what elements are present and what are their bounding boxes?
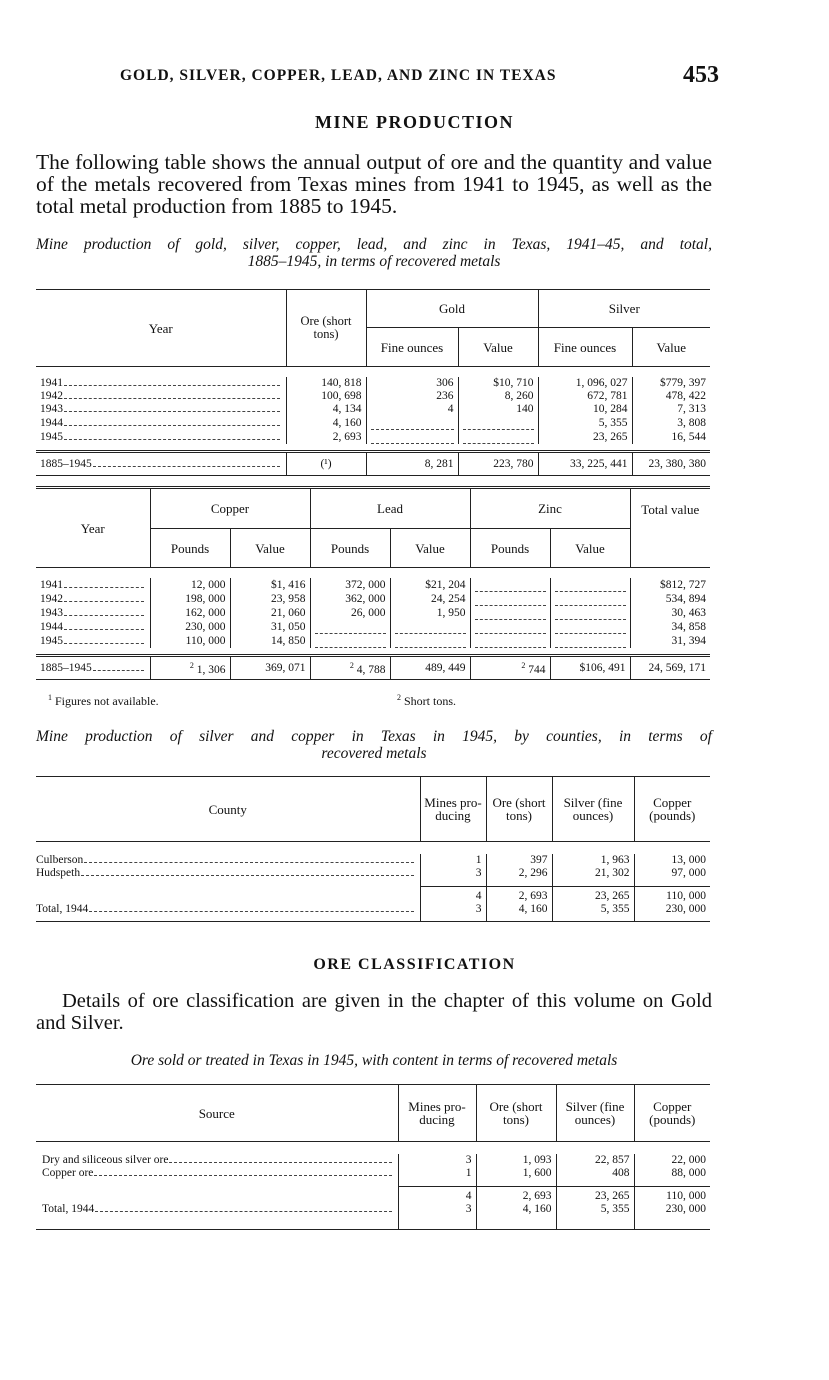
t2-pb-lb: 362, 000 [310, 592, 390, 606]
t3-header-copper: Copper (pounds) [634, 777, 710, 842]
t1-silver-val: 3, 808 [632, 416, 710, 430]
t2-year: 1945 [40, 634, 63, 647]
t1-ore: 100, 698 [286, 390, 366, 403]
table1-caption [36, 236, 712, 270]
t3-copper: 13, 000 [634, 854, 710, 867]
t2-pb-val-empty [390, 634, 470, 648]
t2-total-pb-val: 489, 449 [390, 656, 470, 680]
t1-silver-oz: 5, 355 [538, 416, 632, 430]
table-total-row [36, 886, 710, 903]
t1-header-year: Year [36, 290, 286, 367]
t2-pb-val-empty [390, 620, 470, 634]
t2-cu-val: $1, 416 [230, 578, 310, 592]
t1-ore: 140, 818 [286, 377, 366, 390]
table-row [36, 377, 710, 390]
t2-header-cu-lb: Pounds [150, 529, 230, 568]
t1-total-year: 1885–1945 [40, 457, 92, 470]
t2-zn-lb-empty [470, 634, 550, 648]
t1-ore: 2, 693 [286, 430, 366, 444]
t1-total-silver-oz: 33, 225, 441 [538, 452, 632, 476]
t1-silver-val: 7, 313 [632, 403, 710, 416]
t2-cu-lb: 230, 000 [150, 620, 230, 634]
table-row [36, 854, 710, 867]
t1-gold-val: 140 [458, 403, 538, 416]
t3-ore: 2, 296 [486, 867, 552, 880]
t2-header-total-value: Total value [630, 488, 710, 568]
t2-pb-val: $21, 204 [390, 578, 470, 592]
t1-ore: 4, 160 [286, 416, 366, 430]
t1-total-silver-val: 23, 380, 380 [632, 452, 710, 476]
t3-county: Hudspeth [36, 867, 81, 879]
t2-zn-val-empty [550, 578, 630, 592]
t1-silver-oz: 1, 096, 027 [538, 377, 632, 390]
table-counties [36, 776, 710, 922]
t1-header-gold: Gold [366, 290, 538, 328]
t2-cu-val: 31, 050 [230, 620, 310, 634]
t2-cu-lb: 162, 000 [150, 606, 230, 620]
table-total-row [36, 656, 710, 680]
t1-spacer [36, 367, 710, 378]
t3-1944-copper: 230, 000 [634, 903, 710, 922]
t1-total-ore: (¹) [286, 452, 366, 476]
t4-1944-silver: 5, 355 [556, 1203, 634, 1230]
table-row [36, 1167, 710, 1180]
t2-zn-lb-empty [470, 592, 550, 606]
t4-total-ore: 2, 693 [476, 1186, 556, 1203]
t3-header-mines: Mines pro- ducing [420, 777, 486, 842]
t4-source: Dry and siliceous silver ore [42, 1154, 169, 1166]
t2-header-lead: Lead [310, 488, 470, 529]
t4-ore: 1, 093 [476, 1154, 556, 1167]
t4-total-mines: 4 [398, 1186, 476, 1203]
t1-year: 1941 [40, 377, 63, 389]
t3-1944-ore: 4, 160 [486, 903, 552, 922]
t4-1944-ore: 4, 160 [476, 1203, 556, 1230]
t2-total-zn-val: $106, 491 [550, 656, 630, 680]
t1-header-silver-value: Value [632, 328, 710, 367]
footnote-1-text: Figures not available. [55, 694, 159, 708]
t3-mines: 1 [420, 854, 486, 867]
t2-header-pb-val: Value [390, 529, 470, 568]
t4-silver: 408 [556, 1167, 634, 1180]
table-row [36, 430, 710, 444]
t1-header-silver: Silver [538, 290, 710, 328]
t2-total-year: 1885–1945 [40, 661, 92, 674]
t2-header-zn-lb: Pounds [470, 529, 550, 568]
t1-gold-oz: 236 [366, 390, 458, 403]
t2-total: 30, 463 [630, 606, 710, 620]
table-row [36, 634, 710, 648]
t1-gold-val: $10, 710 [458, 377, 538, 390]
t3-county: Culberson [36, 854, 84, 866]
t2-footnote-mark: 2 [521, 661, 526, 671]
t1-year: 1943 [40, 403, 63, 415]
t1-ore: 4, 134 [286, 403, 366, 416]
table-row-total-1944 [36, 1203, 710, 1230]
t4-silver: 22, 857 [556, 1154, 634, 1167]
t2-header-zinc: Zinc [470, 488, 630, 529]
t2-cu-val: 21, 060 [230, 606, 310, 620]
table3-caption-line2: recovered metals [321, 745, 427, 762]
t2-zn-val-empty [550, 606, 630, 620]
running-title: GOLD, SILVER, COPPER, LEAD, AND ZINC IN TEXAS [120, 67, 557, 84]
table3-caption-line1: Mine production of silver and copper in Texas in 1945, by counties, in terms of [36, 728, 712, 745]
page-number: 453 [683, 62, 719, 88]
t2-cu-lb: 12, 000 [150, 578, 230, 592]
t3-1944-mines: 3 [420, 903, 486, 922]
section-title-mine-production: MINE PRODUCTION [314, 112, 514, 132]
table-row [36, 592, 710, 606]
t1-silver-oz: 10, 284 [538, 403, 632, 416]
t2-total-zn-lb: 744 [528, 663, 546, 676]
t1-gold-oz-empty [366, 430, 458, 444]
t3-header-ore: Ore (short tons) [486, 777, 552, 842]
t4-source: Copper ore [42, 1167, 94, 1179]
table-row [36, 606, 710, 620]
table1-caption-line2: 1885–1945, in terms of recovered metals [247, 253, 501, 270]
t2-year: 1944 [40, 620, 63, 633]
t3-1944-silver: 5, 355 [552, 903, 634, 922]
footnote-1 [48, 693, 159, 709]
table-total-row [36, 452, 710, 476]
t3-total-silver: 23, 265 [552, 886, 634, 903]
t2-year: 1942 [40, 592, 63, 605]
t1-year: 1945 [40, 430, 63, 443]
t2-pb-lb-empty [310, 620, 390, 634]
t2-zn-lb-empty [470, 578, 550, 592]
t2-total: 34, 858 [630, 620, 710, 634]
t2-zn-val-empty [550, 592, 630, 606]
t4-copper: 22, 000 [634, 1154, 710, 1167]
t3-ore: 397 [486, 854, 552, 867]
t3-total-mines: 4 [420, 886, 486, 903]
t1-header-ore: Ore (short tons) [286, 290, 366, 367]
footnote-2-text: Short tons. [404, 694, 457, 708]
t1-gold-val-empty [458, 416, 538, 430]
table-row [36, 620, 710, 634]
footnote-1-mark: 1 [48, 693, 52, 702]
table-total-row [36, 1186, 710, 1203]
t2-zn-lb-empty [470, 606, 550, 620]
table-row [36, 390, 710, 403]
t2-total-pb-lb: 4, 788 [356, 663, 386, 676]
table-row [36, 403, 710, 416]
t2-total: 31, 394 [630, 634, 710, 648]
t4-copper: 88, 000 [634, 1167, 710, 1180]
t4-header-ore: Ore (short tons) [476, 1085, 556, 1142]
table-gold-silver [36, 289, 710, 476]
t2-pb-val: 1, 950 [390, 606, 470, 620]
t2-cu-lb: 110, 000 [150, 634, 230, 648]
t1-silver-val: $779, 397 [632, 377, 710, 390]
t1-gold-oz-empty [366, 416, 458, 430]
t2-pb-lb: 26, 000 [310, 606, 390, 620]
t1-header-gold-oz: Fine ounces [366, 328, 458, 367]
t3-copper: 97, 000 [634, 867, 710, 880]
t2-header-zn-val: Value [550, 529, 630, 568]
t3-header-silver: Silver (fine ounces) [552, 777, 634, 842]
table-row [36, 578, 710, 592]
t4-ore: 1, 600 [476, 1167, 556, 1180]
t2-zn-val-empty [550, 620, 630, 634]
t2-pb-lb-empty [310, 634, 390, 648]
t2-zn-lb-empty [470, 620, 550, 634]
t4-mines: 3 [398, 1154, 476, 1167]
footnote-2-mark: 2 [397, 693, 401, 702]
t2-total: 534, 894 [630, 592, 710, 606]
t4-total-copper: 110, 000 [634, 1186, 710, 1203]
t1-silver-oz: 672, 781 [538, 390, 632, 403]
intro-paragraph: The following table shows the annual output of ore and the quantity and value of the metals recovered from Texas mines from 1941 to 1945, as well as the total metal production from 1885 to 1945. [36, 150, 712, 218]
t1-header-gold-value: Value [458, 328, 538, 367]
table3-caption [36, 728, 712, 762]
t1-silver-oz: 23, 265 [538, 430, 632, 444]
t2-pb-lb: 372, 000 [310, 578, 390, 592]
t1-year: 1944 [40, 416, 63, 429]
t2-zn-val-empty [550, 634, 630, 648]
t2-year: 1941 [40, 578, 63, 591]
table4-caption: Ore sold or treated in Texas in 1945, with content in terms of recovered metals [130, 1052, 618, 1069]
table-row [36, 1154, 710, 1167]
t4-header-mines: Mines pro- ducing [398, 1085, 476, 1142]
t2-cu-val: 14, 850 [230, 634, 310, 648]
t4-1944-copper: 230, 000 [634, 1203, 710, 1230]
t1-gold-val-empty [458, 430, 538, 444]
t4-header-source: Source [36, 1085, 398, 1142]
section-title-ore-classification: ORE CLASSIFICATION [313, 956, 516, 973]
t3-total1944-label: Total, 1944 [36, 902, 89, 915]
t2-year: 1943 [40, 606, 63, 619]
t1-header-silver-oz: Fine ounces [538, 328, 632, 367]
t2-header-copper: Copper [150, 488, 310, 529]
running-header [40, 64, 717, 92]
t3-header-county: County [36, 777, 420, 842]
t4-total1944-label: Total, 1944 [42, 1202, 95, 1215]
ore-classification-paragraph: Details of ore classification are given in the chapter of this volume on Gold and Silver. [36, 990, 712, 1034]
table-copper-lead-zinc [36, 486, 710, 680]
t2-total-cu-lb: 1, 306 [196, 663, 226, 676]
table-row [36, 416, 710, 430]
t4-mines: 1 [398, 1167, 476, 1180]
t4-header-copper: Copper (pounds) [634, 1085, 710, 1142]
t2-footnote-mark: 2 [349, 661, 354, 671]
t4-1944-mines: 3 [398, 1203, 476, 1230]
t2-total-value: 24, 569, 171 [630, 656, 710, 680]
footnote-2 [397, 693, 456, 709]
t1-year: 1942 [40, 390, 63, 402]
t2-cu-val: 23, 958 [230, 592, 310, 606]
t2-pb-val: 24, 254 [390, 592, 470, 606]
t2-cu-lb: 198, 000 [150, 592, 230, 606]
t3-total-copper: 110, 000 [634, 886, 710, 903]
t1-gold-oz: 4 [366, 403, 458, 416]
t2-header-cu-val: Value [230, 529, 310, 568]
t1-silver-val: 478, 422 [632, 390, 710, 403]
t1-gold-oz: 306 [366, 377, 458, 390]
t2-total-cu-val: 369, 071 [230, 656, 310, 680]
t2-footnote-mark: 2 [189, 661, 194, 671]
t2-header-pb-lb: Pounds [310, 529, 390, 568]
table-row [36, 867, 710, 880]
t3-mines: 3 [420, 867, 486, 880]
t3-total-ore: 2, 693 [486, 886, 552, 903]
t2-total: $812, 727 [630, 578, 710, 592]
table-row-total-1944 [36, 903, 710, 922]
t1-gold-val: 8, 260 [458, 390, 538, 403]
t4-total-silver: 23, 265 [556, 1186, 634, 1203]
t3-silver: 1, 963 [552, 854, 634, 867]
t1-total-gold-val: 223, 780 [458, 452, 538, 476]
table1-caption-line1: Mine production of gold, silver, copper, lead, and zinc in Texas, 1941–45, and total, [36, 236, 712, 253]
t1-total-gold-oz: 8, 281 [366, 452, 458, 476]
t1-silver-val: 16, 544 [632, 430, 710, 444]
t3-silver: 21, 302 [552, 867, 634, 880]
t2-header-year: Year [36, 488, 150, 568]
table-ore-sold [36, 1084, 710, 1230]
t4-header-silver: Silver (fine ounces) [556, 1085, 634, 1142]
